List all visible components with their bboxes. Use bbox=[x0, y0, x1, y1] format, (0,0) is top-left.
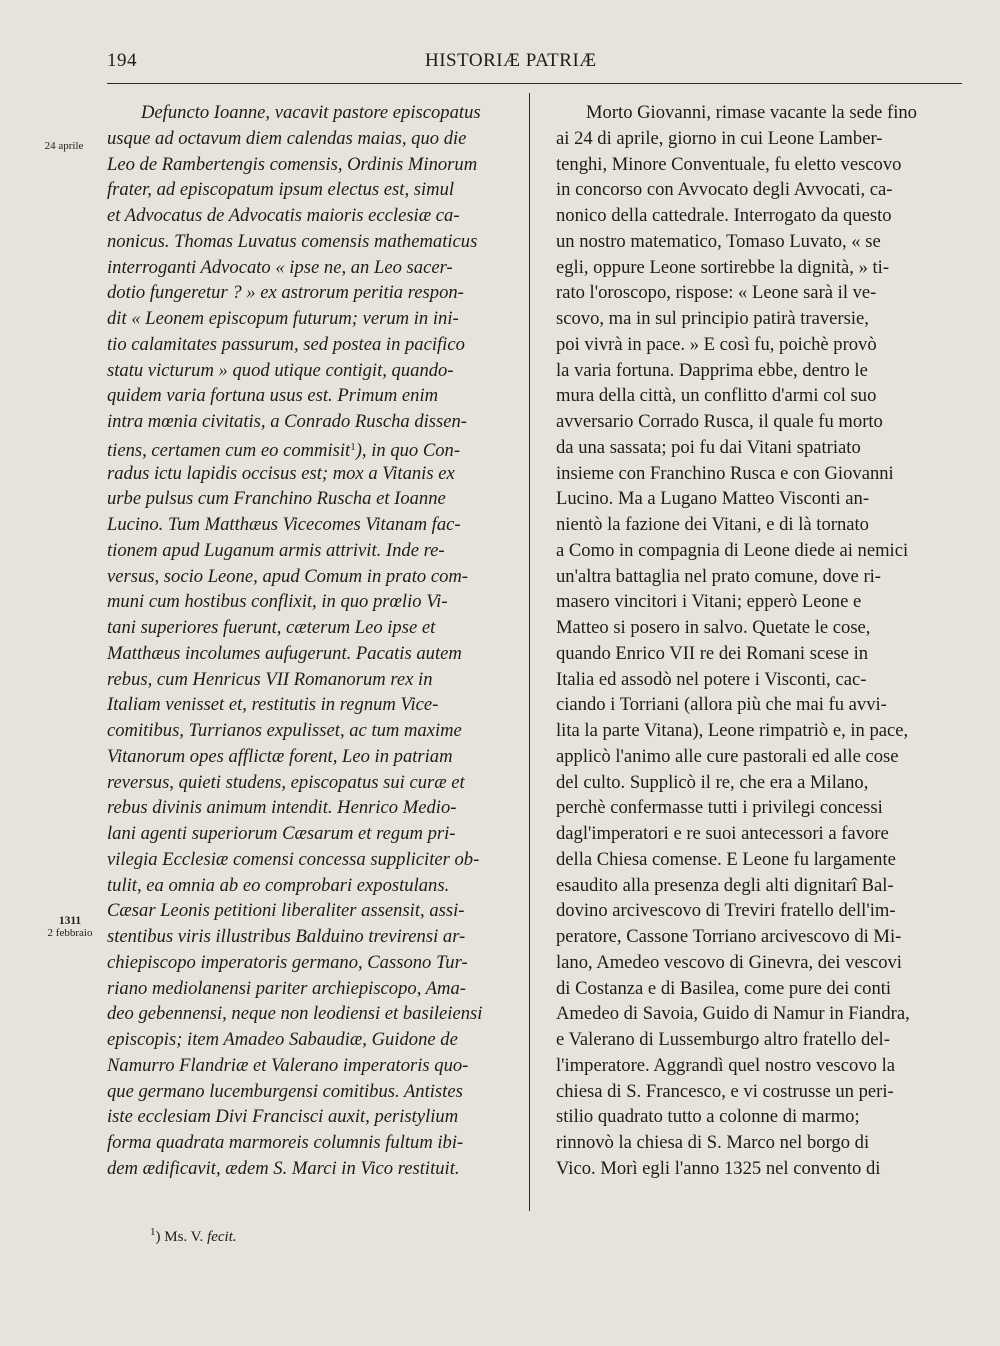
italian-line-text: dovino arcivescovo di Treviri fratello dell'im- bbox=[556, 900, 896, 922]
latin-line-text: Leo de Rambertengis comensis, Ordinis Minorum bbox=[107, 153, 478, 175]
italian-line bbox=[556, 486, 962, 512]
latin-line-text: frater, ad episcopatum ipsum electus est, simul bbox=[107, 179, 455, 201]
latin-line-text: Namurro Flandriæ et Valerano imperatoris quo- bbox=[107, 1054, 469, 1076]
italian-line-text: in concorso con Avvocato degli Avvocati, ca- bbox=[556, 179, 893, 201]
italian-line bbox=[556, 100, 962, 126]
latin-line-text: urbe pulsus cum Franchino Ruscha et Ioanne bbox=[107, 488, 446, 510]
latin-line-text: que germano lucemburgensi comitibus. Antistes bbox=[107, 1080, 463, 1102]
footnote-italic: fecit. bbox=[207, 1229, 237, 1245]
italian-line bbox=[556, 770, 962, 796]
italian-line-text: della Chiesa comense. E Leone fu largamente bbox=[556, 848, 896, 870]
latin-line bbox=[107, 486, 512, 512]
italian-line-text: poi vivrà in pace. » E così fu, poichè provò bbox=[556, 333, 877, 355]
latin-line bbox=[107, 358, 512, 384]
italian-line bbox=[556, 1104, 962, 1130]
latin-line-text: Italiam venisset et, restitutis in regnum Vice- bbox=[107, 694, 439, 716]
latin-line-text: Cæsar Leonis petitioni liberaliter assensit, assi- bbox=[107, 900, 465, 922]
latin-line-text: riano mediolanensi pariter archiepiscopo, Ama- bbox=[107, 977, 466, 999]
latin-line bbox=[107, 1130, 512, 1156]
italian-line bbox=[556, 332, 962, 358]
margin-date: 24 aprile bbox=[44, 140, 84, 152]
italian-line bbox=[556, 641, 962, 667]
italian-line bbox=[556, 358, 962, 384]
italian-line bbox=[556, 976, 962, 1002]
latin-line bbox=[107, 795, 512, 821]
latin-line bbox=[107, 1001, 512, 1027]
latin-line bbox=[107, 847, 512, 873]
italian-line-text: da una sassata; poi fu dai Vitani spatriato bbox=[556, 436, 861, 458]
italian-line bbox=[556, 280, 962, 306]
italian-line bbox=[556, 795, 962, 821]
italian-line-text: scovo, ma in sul principio patirà traversie, bbox=[556, 308, 869, 329]
latin-line-text: forma quadrata marmoreis columnis fultum ibi- bbox=[107, 1132, 464, 1153]
italian-line-text: la varia fortuna. Dapprima ebbe, dentro le bbox=[556, 359, 868, 381]
italian-line bbox=[556, 1001, 962, 1027]
italian-line-text: Vico. Morì egli l'anno 1325 nel convento di bbox=[556, 1157, 881, 1179]
italian-line-text: un'altra battaglia nel prato comune, dove ri- bbox=[556, 565, 882, 587]
latin-line-text: deo gebennensi, neque non leodiensi et basileiensi bbox=[107, 1003, 483, 1025]
italian-line bbox=[556, 435, 962, 461]
italian-line-text: nonico della cattedrale. Interrogato da questo bbox=[556, 205, 892, 226]
italian-line-text: insieme con Franchino Rusca e con Giovanni bbox=[556, 462, 894, 484]
italian-line-text: perchè confermasse tutti i privilegi concessi bbox=[556, 797, 883, 819]
italian-line-text: l'imperatore. Aggrandì quel nostro vescovo la bbox=[556, 1054, 895, 1076]
italian-line-text: lano, Amedeo vescovo di Ginevra, dei vescovi bbox=[556, 951, 902, 973]
latin-line-text: episcopis; item Amadeo Sabaudiæ, Guidone de bbox=[107, 1029, 458, 1050]
latin-line-text: quidem varia fortuna usus est. Primum enim bbox=[107, 385, 439, 407]
italian-line-text: lita la parte Vitana), Leone rimpatriò e, in pace, bbox=[556, 720, 909, 741]
italian-line bbox=[556, 255, 962, 281]
italian-line bbox=[556, 615, 962, 641]
header-rule bbox=[107, 83, 962, 84]
latin-line-text: stentibus viris illustribus Balduino trevirensi ar- bbox=[107, 926, 466, 947]
latin-line-text: intra mœnia civitatis, a Conrado Ruscha dissen- bbox=[107, 411, 467, 432]
latin-line-text: tio calamitates passurum, sed postea in pacifico bbox=[107, 333, 465, 355]
latin-line bbox=[107, 383, 512, 409]
latin-line-text: tiens, certamen cum eo commisit bbox=[107, 439, 351, 461]
italian-line-text: rinnovò la chiesa di S. Marco nel borgo di bbox=[556, 1132, 870, 1153]
latin-line bbox=[107, 667, 512, 693]
latin-line bbox=[107, 229, 512, 255]
footnote-ref-after: ), in quo Con- bbox=[355, 439, 461, 461]
italian-line bbox=[556, 718, 962, 744]
latin-line-text: tani superiores fuerunt, cæterum Leo ipse et bbox=[107, 617, 436, 638]
italian-line-text: Lucino. Ma a Lugano Matteo Visconti an- bbox=[556, 488, 870, 510]
latin-line bbox=[107, 332, 512, 358]
italian-line-text: chiesa di S. Francesco, e vi costrusse un peri- bbox=[556, 1080, 894, 1102]
latin-line-text: lani agenti superiorum Cæsarum et regum pri- bbox=[107, 823, 456, 844]
footnote bbox=[150, 1226, 237, 1246]
italian-line bbox=[556, 950, 962, 976]
italian-line bbox=[556, 229, 962, 255]
latin-line bbox=[107, 1104, 512, 1130]
italian-line bbox=[556, 1079, 962, 1105]
italian-line bbox=[556, 152, 962, 178]
italian-line bbox=[556, 667, 962, 693]
latin-line bbox=[107, 976, 512, 1002]
latin-line-text: chiepiscopo imperatoris germano, Cassono Tur- bbox=[107, 951, 468, 973]
margin-year: 1311 bbox=[58, 915, 82, 927]
footnote-mark: 1 bbox=[150, 1226, 156, 1238]
italian-line bbox=[556, 1130, 962, 1156]
latin-line bbox=[107, 770, 512, 796]
latin-line-text: interroganti Advocato « ipse ne, an Leo sacer- bbox=[107, 256, 453, 278]
italian-line bbox=[556, 512, 962, 538]
latin-line bbox=[107, 177, 512, 203]
margin-date: 2 febbraio bbox=[47, 927, 93, 939]
column-divider bbox=[529, 93, 530, 1211]
italian-line bbox=[556, 564, 962, 590]
footnote-text: ) Ms. V. bbox=[155, 1229, 204, 1245]
italian-line-text: rato l'oroscopo, rispose: « Leone sarà il ve- bbox=[556, 282, 877, 304]
latin-line-text: dem ædificavit, ædem S. Marci in Vico restituit. bbox=[107, 1157, 460, 1179]
latin-line bbox=[107, 615, 512, 641]
italian-line-text: a Como in compagnia di Leone diede ai nemici bbox=[556, 539, 909, 561]
italian-line bbox=[556, 383, 962, 409]
italian-line bbox=[556, 744, 962, 770]
footnote-ref-mark: 1 bbox=[350, 440, 356, 453]
italian-line-text: mura della città, un conflitto d'armi col suo bbox=[556, 385, 877, 407]
latin-line-text: dit « Leonem episcopum futurum; verum in ini- bbox=[107, 308, 459, 329]
italian-line bbox=[556, 821, 962, 847]
latin-line bbox=[107, 126, 512, 152]
italian-column bbox=[556, 100, 962, 1182]
latin-line bbox=[107, 1053, 512, 1079]
italian-line-text: ciando i Torriani (allora più che mai fu avvi- bbox=[556, 694, 887, 716]
italian-line-text: un nostro matematico, Tomaso Luvato, « se bbox=[556, 230, 881, 252]
latin-line bbox=[107, 718, 512, 744]
italian-line-text: dagl'imperatori e re suoi antecessori a favore bbox=[556, 823, 889, 844]
italian-line-text: avversario Corrado Rusca, il quale fu morto bbox=[556, 411, 883, 432]
latin-line bbox=[107, 203, 512, 229]
latin-line-text: reversus, quieti studens, episcopatus sui curæ et bbox=[107, 771, 465, 793]
latin-line bbox=[107, 641, 512, 667]
latin-line bbox=[107, 512, 512, 538]
italian-line-text: tenghi, Minore Conventuale, fu eletto vescovo bbox=[556, 153, 902, 175]
latin-line-text: Matthæus incolumes aufugerunt. Pacatis autem bbox=[107, 642, 462, 664]
italian-line bbox=[556, 177, 962, 203]
italian-line-text: e Valerano di Lussemburgo altro fratello del- bbox=[556, 1029, 890, 1050]
italian-line-text: masero vincitori i Vitani; epperò Leone e bbox=[556, 591, 862, 613]
latin-line-text: iste ecclesiam Divi Francisci auxit, peristylium bbox=[107, 1106, 459, 1128]
latin-line-text: Vitanorum opes afflictæ forent, Leo in patriam bbox=[107, 745, 453, 767]
latin-line bbox=[107, 461, 512, 487]
latin-line bbox=[107, 564, 512, 590]
italian-line-text: esaudito alla presenza degli alti dignitarî Bal- bbox=[556, 874, 894, 896]
latin-line-text: comitibus, Turrianos expulisset, ac tum maxime bbox=[107, 720, 462, 741]
latin-line-text: muni cum hostibus conflixit, in quo prœlio Vi- bbox=[107, 591, 448, 613]
latin-line-text: rebus, cum Henricus VII Romanorum rex in bbox=[107, 668, 433, 690]
latin-line-text: vilegia Ecclesiæ comensi concessa suppliciter ob- bbox=[107, 848, 480, 870]
latin-line bbox=[107, 152, 512, 178]
latin-line bbox=[107, 1079, 512, 1105]
italian-line bbox=[556, 873, 962, 899]
latin-line-text: versus, socio Leone, apud Comum in prato com- bbox=[107, 565, 468, 587]
latin-line-text: Lucino. Tum Matthæus Vicecomes Vitanam fac- bbox=[107, 514, 461, 535]
latin-line-text: statu victurum » quod utique contigit, quando- bbox=[107, 359, 454, 381]
italian-line-text: ai 24 di aprile, giorno in cui Leone Lamber- bbox=[556, 127, 883, 149]
italian-line-text: Italia ed assodò nel potere i Visconti, cac- bbox=[556, 668, 867, 690]
latin-line bbox=[107, 692, 512, 718]
italian-line bbox=[556, 692, 962, 718]
latin-line bbox=[107, 924, 512, 950]
italian-line-text: Amedeo di Savoia, Guido di Namur in Fiandra, bbox=[556, 1003, 910, 1025]
latin-line-text: radus ictu lapidis occisus est; mox a Vitanis ex bbox=[107, 462, 455, 484]
italian-line-text: stilio quadrato tutto a colonne di marmo; bbox=[556, 1106, 860, 1128]
latin-line bbox=[107, 409, 512, 435]
italian-line-text: applicò l'animo alle cure pastorali ed alle cose bbox=[556, 745, 899, 767]
margin-date-1311 bbox=[42, 915, 98, 939]
latin-line-text: tulit, ea omnia ab eo comprobari expostulans. bbox=[107, 874, 450, 896]
italian-line bbox=[556, 1156, 962, 1182]
latin-line bbox=[107, 280, 512, 306]
margin-date-24-aprile bbox=[36, 140, 92, 152]
latin-line bbox=[107, 538, 512, 564]
latin-line bbox=[107, 306, 512, 332]
latin-line bbox=[107, 744, 512, 770]
latin-line-text: et Advocatus de Advocatis maioris ecclesiæ ca- bbox=[107, 205, 460, 226]
latin-line bbox=[107, 589, 512, 615]
latin-line-text: tionem apud Luganum armis attrivit. Inde re- bbox=[107, 539, 445, 561]
latin-line bbox=[107, 821, 512, 847]
italian-line-text: del culto. Supplicò il re, che era a Milano, bbox=[556, 771, 869, 793]
latin-line bbox=[107, 100, 512, 126]
italian-line bbox=[556, 589, 962, 615]
italian-line bbox=[556, 538, 962, 564]
latin-line bbox=[107, 898, 512, 924]
page-header bbox=[107, 50, 962, 78]
italian-line bbox=[556, 1027, 962, 1053]
italian-line bbox=[556, 126, 962, 152]
italian-line bbox=[556, 1053, 962, 1079]
latin-column bbox=[107, 100, 512, 1182]
italian-line-text: Matteo si posero in salvo. Quetate le cose, bbox=[556, 617, 871, 638]
italian-line bbox=[556, 847, 962, 873]
italian-line bbox=[556, 306, 962, 332]
italian-line-text: di Costanza e di Basilea, come pure dei conti bbox=[556, 977, 892, 999]
running-title: HISTORIÆ PATRIÆ bbox=[425, 50, 597, 71]
italian-line bbox=[556, 461, 962, 487]
italian-line-text: Morto Giovanni, rimase vacante la sede fino bbox=[586, 102, 917, 123]
latin-line-text: usque ad octavum diem calendas maias, quo die bbox=[107, 127, 467, 149]
latin-line bbox=[107, 255, 512, 281]
italian-line bbox=[556, 924, 962, 950]
latin-line-text: rebus divinis animum intendit. Henrico Medio- bbox=[107, 797, 457, 819]
latin-line bbox=[107, 435, 512, 461]
latin-line bbox=[107, 950, 512, 976]
italian-line-text: peratore, Cassone Torriano arcivescovo di Mi- bbox=[556, 926, 902, 947]
page-number: 194 bbox=[107, 50, 137, 71]
italian-line-text: quando Enrico VII re dei Romani scese in bbox=[556, 642, 869, 664]
latin-line bbox=[107, 873, 512, 899]
latin-line-text: Defuncto Ioanne, vacavit pastore episcopatus bbox=[141, 102, 481, 123]
latin-line-text: dotio fungeretur ? » ex astrorum peritia respon- bbox=[107, 282, 464, 304]
italian-line bbox=[556, 898, 962, 924]
latin-line bbox=[107, 1027, 512, 1053]
latin-line bbox=[107, 1156, 512, 1182]
italian-line bbox=[556, 409, 962, 435]
italian-line-text: nientò la fazione dei Vitani, e di là tornato bbox=[556, 514, 869, 535]
latin-line-text: nonicus. Thomas Luvatus comensis mathematicus bbox=[107, 230, 478, 252]
italian-line-text: egli, oppure Leone sortirebbe la dignità, » ti- bbox=[556, 256, 890, 278]
italian-line bbox=[556, 203, 962, 229]
